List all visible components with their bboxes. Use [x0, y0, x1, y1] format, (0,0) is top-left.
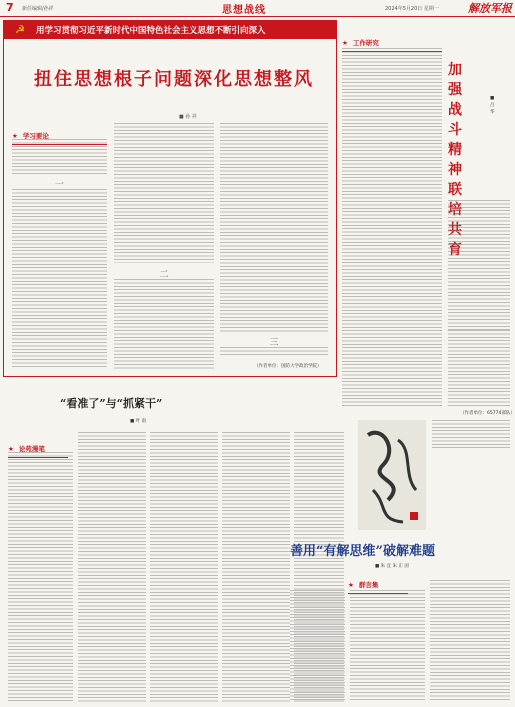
section-marker-two: 二 — [159, 270, 169, 280]
lead-text-col2b — [114, 279, 214, 369]
lower-left-byline: ■ 叶 南 — [130, 419, 147, 424]
lower-right-text-col2 — [350, 590, 425, 702]
right-byline: ■ 吕 华 — [490, 96, 495, 115]
lead-text-col3a — [220, 123, 328, 333]
lower-right-headline: 善用“有解思维”破解难题 — [290, 544, 435, 559]
calligraphy-art-icon — [358, 420, 426, 530]
lead-banner-text: 用学习贯彻习近平新时代中国特色社会主义思想不断引向深入 — [36, 26, 266, 36]
lower-right-text-col3 — [430, 580, 510, 702]
section-marker-one: 一 — [54, 180, 64, 190]
lead-author-note: （作者单位：国防大学政治学院） — [254, 364, 322, 369]
lower-left-subhead: 论苑漫笔 — [18, 445, 45, 453]
page-editor-label: 新任编辑/孙祥 — [22, 6, 54, 12]
lower-left-text-col4 — [222, 432, 290, 702]
lower-right-subhead: 群言集 — [358, 581, 379, 589]
lower-left-text-col2 — [78, 432, 146, 702]
lower-left-text-col1 — [8, 452, 73, 702]
right-text-col3 — [432, 420, 510, 450]
page-number: 7 — [6, 1, 14, 14]
star-icon: ★ — [342, 39, 348, 47]
star-icon: ★ — [8, 445, 14, 453]
right-text-col2b — [448, 330, 510, 408]
section-title: 思想战线 — [222, 5, 266, 16]
lower-right-text-col1 — [290, 590, 345, 702]
party-emblem-icon: ☭ — [15, 23, 25, 36]
lead-text-col1a — [12, 139, 107, 174]
right-subhead: 工作研究 — [352, 39, 379, 47]
right-text-col1 — [342, 48, 442, 408]
right-vertical-title: 加强战斗精神联培共育 — [448, 62, 462, 258]
calligraphy-image — [358, 420, 426, 530]
lead-text-col1b — [12, 189, 107, 369]
lead-byline: ■ 孙 祥 — [179, 114, 197, 120]
section-marker-three: 三 — [269, 338, 279, 348]
issue-date: 2024年5月20日 星期一 — [385, 6, 439, 12]
page-masthead — [0, 0, 515, 17]
lead-article — [3, 20, 337, 377]
lower-left-headline: “看准了”与“抓紧干” — [60, 397, 163, 410]
lead-text-col3b — [220, 347, 328, 357]
newspaper-logo: 解放军报 — [468, 2, 512, 15]
lead-subhead: 学习要论 — [22, 132, 49, 140]
lead-banner — [4, 21, 336, 39]
star-icon: ★ — [348, 581, 354, 589]
lead-headline: 扭住思想根子问题深化思想整风 — [34, 69, 314, 90]
lower-left-text-col3 — [150, 432, 218, 702]
star-icon: ★ — [12, 132, 18, 140]
right-text-col2 — [448, 200, 510, 330]
lead-text-col2a — [114, 123, 214, 263]
lower-right-byline: ■ 朱 宜 朱 正 国 — [375, 564, 409, 569]
right-author-note: （作者单位：65774部队） — [460, 411, 515, 416]
